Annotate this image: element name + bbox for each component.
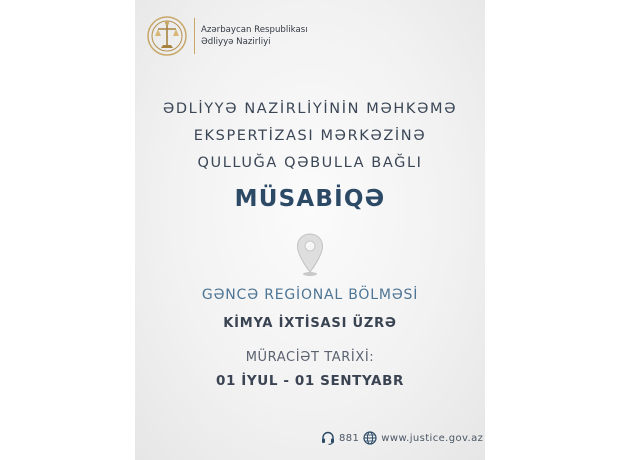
ministry-emblem-icon — [146, 14, 188, 58]
phone-number[interactable]: 881 — [339, 432, 360, 444]
region-label: GƏNCƏ REGİONAL BÖLMƏSİ — [201, 287, 419, 303]
application-date-label: MÜRACİƏT TARİXİ: — [245, 350, 375, 365]
announcement-headline — [135, 96, 485, 177]
globe-icon — [363, 431, 377, 445]
org-line-2: Ədliyyə Nazirliyi — [201, 37, 271, 47]
website-link[interactable]: www.justice.gov.az — [381, 432, 484, 444]
organization-name — [201, 24, 308, 48]
org-line-1: Azərbaycan Respublikası — [201, 25, 308, 35]
headline-line-1: ƏDLİYYƏ NAZİRLİYİNİN MƏHKƏMƏ — [162, 101, 458, 117]
announcement-poster — [135, 0, 485, 460]
header-divider — [194, 18, 195, 54]
application-dates: 01 İYUL - 01 SENTYABR — [215, 373, 404, 389]
competition-title: MÜSABİQƏ — [234, 186, 386, 212]
headset-icon — [321, 431, 335, 445]
location-pin-icon — [295, 232, 325, 278]
headline-line-2: EKSPERTİZASI MƏRKƏZİNƏ — [193, 128, 427, 144]
contact-footer — [321, 431, 483, 445]
headline-line-3: QULLUĞA QƏBULLA BAĞLI — [197, 155, 423, 171]
poster-header — [146, 14, 308, 58]
specialty-label: KİMYA İXTİSASI ÜZRƏ — [223, 316, 397, 331]
